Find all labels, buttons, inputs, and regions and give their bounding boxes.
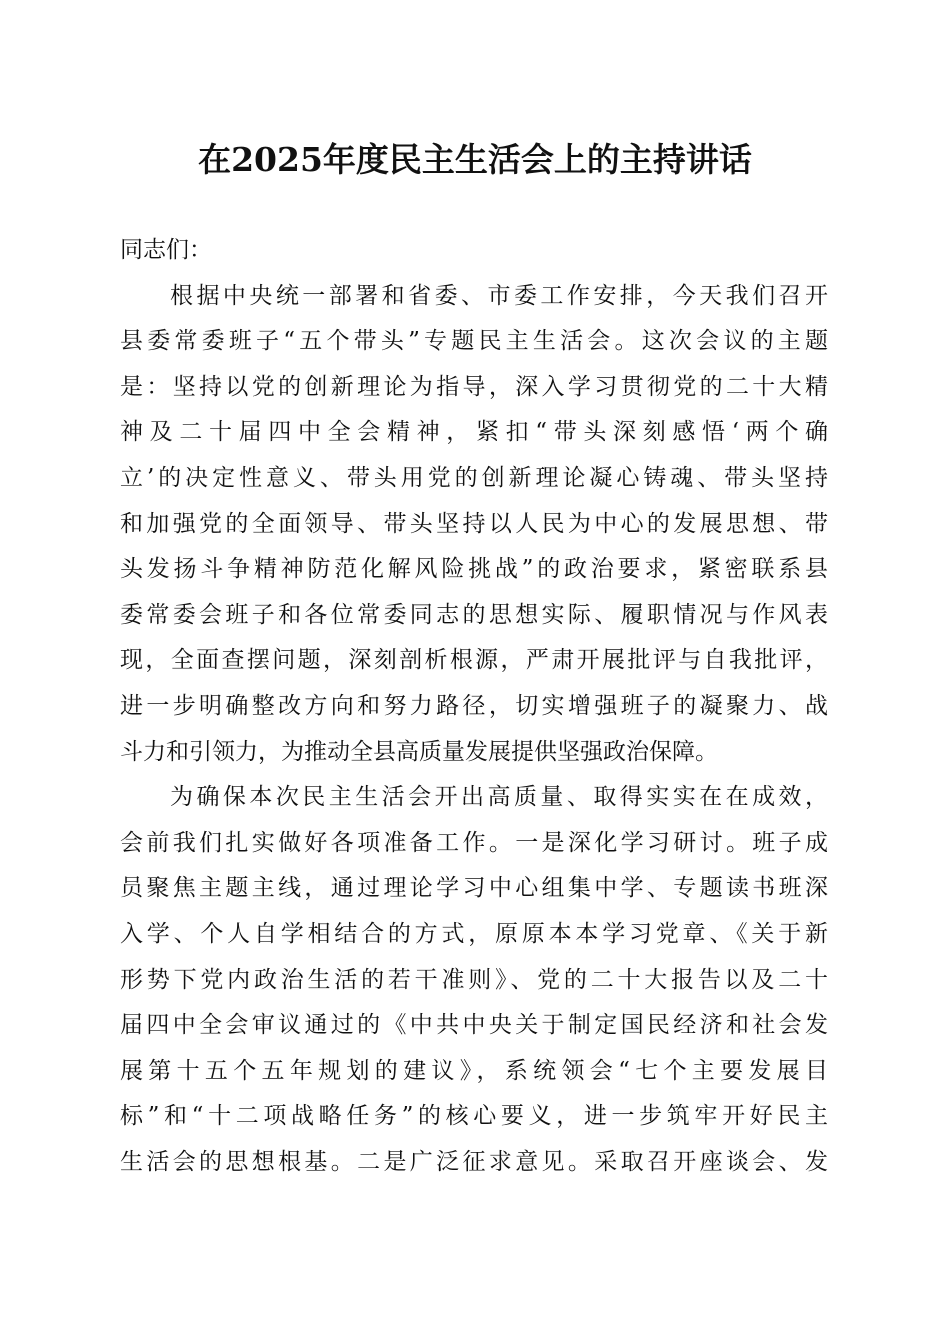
paragraph-line: 届四中全会审议通过的《中共中央关于制定国民经济和社会发 [120,1012,828,1039]
paragraph-line: 委常委会班子和各位常委同志的思想实际、履职情况与作风表 [120,601,828,628]
paragraph-line: 生活会的思想根基。二是广泛征求意见。采取召开座谈会、发 [120,1148,828,1175]
document-body [120,228,828,1185]
paragraph-line: 员聚焦主题主线，通过理论学习中心组集中学、专题读书班深 [120,875,828,902]
document-title: 在2025年度民主生活会上的主持讲话 [198,140,752,179]
paragraph-line: 为确保本次民主生活会开出高质量、取得实实在在成效， [170,784,828,811]
paragraph-line: 现，全面查摆问题，深刻剖析根源，严肃开展批评与自我批评， [120,647,828,674]
salutation: 同志们： [120,237,212,263]
paragraph-line: 根据中央统一部署和省委、市委工作安排，今天我们召开 [170,282,828,309]
paragraph-line: 县委常委班子“五个带头”专题民主生活会。这次会议的主题 [120,328,828,355]
paragraph-line: 立’的决定性意义、带头用党的创新理论凝心铸魂、带头坚持 [120,464,828,491]
paragraph-line: 进一步明确整改方向和努力路径，切实增强班子的凝聚力、战 [120,692,828,719]
paragraph-line: 展第十五个五年规划的建议》，系统领会“七个主要发展目 [120,1057,828,1084]
paragraph-line: 是：坚持以党的创新理论为指导，深入学习贯彻党的二十大精 [120,373,828,400]
paragraph-line: 神及二十届四中全会精神，紧扣“带头深刻感悟‘两个确 [120,419,828,446]
paragraph-line: 标”和“十二项战略任务”的核心要义，进一步筑牢开好民主 [120,1103,828,1130]
paragraph-line: 入学、个人自学相结合的方式，原原本本学习党章、《关于新 [120,920,828,947]
paragraph-line: 形势下党内政治生活的若干准则》、党的二十大报告以及二十 [120,966,828,993]
paragraph-line: 和加强党的全面领导、带头坚持以人民为中心的发展思想、带 [120,510,828,537]
paragraph-line: 斗力和引领力，为推动全县高质量发展提供坚强政治保障。 [120,738,718,765]
paragraph-line: 头发扬斗争精神防范化解风险挑战”的政治要求，紧密联系县 [120,556,828,583]
paragraph-2 [120,775,828,1185]
paragraph-line: 会前我们扎实做好各项准备工作。一是深化学习研讨。班子成 [120,829,828,856]
paragraph-1 [120,274,828,776]
